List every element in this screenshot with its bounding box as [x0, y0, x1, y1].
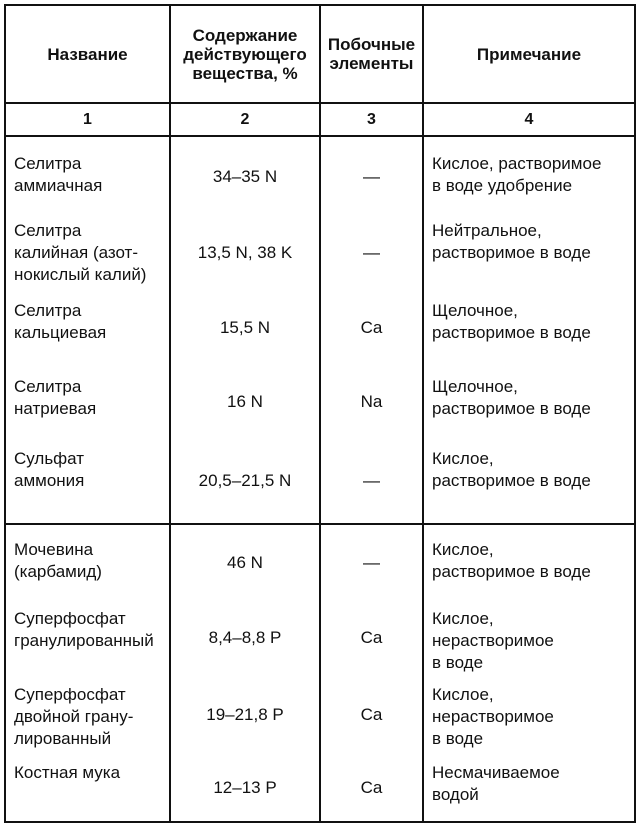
- cell-note-line: растворимое в воде: [432, 471, 591, 490]
- cell-value: [170, 290, 320, 366]
- cell-note-line: растворимое в воде: [432, 562, 591, 581]
- cell-side-element-line: Ca: [360, 777, 383, 797]
- cell-value-line: 46 N: [227, 552, 263, 572]
- cell-note-line: Нейтральное,: [432, 221, 542, 240]
- cell-side-element: [320, 676, 423, 754]
- table-body-nitrogen: [5, 136, 635, 524]
- header-content-line: действующего: [183, 44, 307, 64]
- cell-side-element-line: —: [363, 470, 380, 490]
- cell-name: [5, 438, 170, 524]
- header-row: [5, 5, 635, 103]
- cell-note: [423, 676, 635, 754]
- cell-note-line: Щелочное,: [432, 301, 518, 320]
- fertilizer-table: [4, 4, 636, 823]
- cell-note: [423, 366, 635, 438]
- cell-side-element: [320, 290, 423, 366]
- cell-name-line: Суперфосфат: [14, 685, 126, 704]
- cell-note-line: Несмачиваемое: [432, 763, 560, 782]
- cell-note: [423, 438, 635, 524]
- cell-name-line: Селитра: [14, 377, 82, 396]
- cell-name-line: аммония: [14, 471, 85, 490]
- cell-name: [5, 136, 170, 216]
- cell-name-line: лированный: [14, 729, 112, 748]
- table-row: [5, 290, 635, 366]
- cell-name-line: Суперфосфат: [14, 609, 126, 628]
- cell-name-line: аммиачная: [14, 176, 103, 195]
- header-name: Название: [5, 5, 170, 103]
- cell-name-line: Селитра: [14, 221, 82, 240]
- cell-name-line: Костная мука: [14, 763, 121, 782]
- cell-name-line: кальциевая: [14, 323, 107, 342]
- cell-value: [170, 438, 320, 524]
- cell-value: [170, 524, 320, 600]
- header-content: [170, 5, 320, 103]
- cell-side-element: [320, 524, 423, 600]
- cell-name-line: Селитра: [14, 301, 82, 320]
- header-note: Примечание: [423, 5, 635, 103]
- header-side-elements: [320, 5, 423, 103]
- cell-value-line: 12–13 P: [213, 777, 277, 797]
- cell-name-line: гранулированный: [14, 631, 154, 650]
- cell-side-element-line: Ca: [360, 628, 383, 647]
- cell-note-line: растворимое в воде: [432, 243, 591, 262]
- table-row: [5, 438, 635, 524]
- column-number: 4: [423, 103, 635, 136]
- cell-name: [5, 600, 170, 676]
- table-row: [5, 676, 635, 754]
- cell-name-line: Сульфат: [14, 449, 85, 468]
- cell-name-line: (карбамид): [14, 562, 102, 581]
- cell-value: [170, 136, 320, 216]
- cell-note-line: Кислое,: [432, 540, 494, 559]
- cell-side-element: [320, 216, 423, 290]
- cell-name: [5, 754, 170, 822]
- cell-note-line: растворимое в воде: [432, 323, 591, 342]
- cell-note-line: Кислое, растворимое: [432, 154, 602, 173]
- column-number: 1: [5, 103, 170, 136]
- cell-name: [5, 366, 170, 438]
- cell-side-element-line: Na: [360, 392, 383, 411]
- cell-value: [170, 216, 320, 290]
- cell-note: [423, 754, 635, 822]
- cell-name: [5, 524, 170, 600]
- cell-note-line: нерастворимое: [432, 631, 554, 650]
- cell-name-line: Мочевина: [14, 540, 94, 559]
- header-content-line: вещества, %: [192, 63, 298, 83]
- cell-name-line: двойной грану-: [14, 707, 134, 726]
- cell-value: [170, 600, 320, 676]
- cell-side-element: [320, 136, 423, 216]
- cell-side-element-line: —: [363, 552, 380, 572]
- table-body-other: [5, 524, 635, 822]
- cell-value: [170, 676, 320, 754]
- column-number-row: [5, 103, 635, 136]
- cell-side-element: [320, 366, 423, 438]
- column-number: 3: [320, 103, 423, 136]
- cell-note: [423, 136, 635, 216]
- cell-value-line: 19–21,8 P: [206, 705, 284, 724]
- cell-name: [5, 676, 170, 754]
- cell-side-element: [320, 438, 423, 524]
- header-content-line: Содержание: [192, 25, 298, 45]
- table-row: [5, 366, 635, 438]
- cell-note: [423, 524, 635, 600]
- cell-note-line: растворимое в воде: [432, 399, 591, 418]
- cell-value-line: 15,5 N: [219, 318, 271, 337]
- cell-value-line: 13,5 N, 38 K: [197, 243, 293, 262]
- table-row: [5, 754, 635, 822]
- cell-name-line: калийная (азот-: [14, 243, 139, 262]
- cell-name-line: натриевая: [14, 399, 97, 418]
- cell-note-line: нерастворимое: [432, 707, 554, 726]
- cell-note-line: в воде удобрение: [432, 176, 573, 195]
- cell-note-line: Кислое,: [432, 609, 494, 628]
- cell-note: [423, 216, 635, 290]
- cell-name: [5, 290, 170, 366]
- cell-side-element-line: Ca: [360, 318, 383, 337]
- table-row: [5, 524, 635, 600]
- table-row: [5, 216, 635, 290]
- cell-value-line: 16 N: [227, 392, 263, 411]
- cell-side-element: [320, 754, 423, 822]
- cell-name-line: нокислый калий): [14, 265, 147, 284]
- cell-value: [170, 754, 320, 822]
- cell-note-line: Кислое,: [432, 685, 494, 704]
- cell-note-line: Щелочное,: [432, 377, 518, 396]
- cell-note: [423, 290, 635, 366]
- table-row: [5, 136, 635, 216]
- cell-side-element: [320, 600, 423, 676]
- cell-value-line: 34–35 N: [212, 166, 278, 186]
- cell-side-element-line: —: [363, 243, 380, 262]
- cell-side-element-line: Ca: [360, 705, 383, 724]
- cell-note-line: в воде: [432, 653, 484, 672]
- cell-value-line: 8,4–8,8 P: [208, 628, 282, 647]
- cell-side-element-line: —: [363, 166, 380, 186]
- header-side-line: элементы: [329, 54, 414, 73]
- cell-value-line: 20,5–21,5 N: [198, 470, 292, 490]
- cell-name-line: Селитра: [14, 154, 82, 173]
- header-side-line: Побочные: [327, 35, 416, 54]
- cell-value: [170, 366, 320, 438]
- cell-note: [423, 600, 635, 676]
- column-number: 2: [170, 103, 320, 136]
- cell-note-line: в воде: [432, 729, 484, 748]
- cell-name: [5, 216, 170, 290]
- cell-note-line: Кислое,: [432, 449, 494, 468]
- table-row: [5, 600, 635, 676]
- cell-note-line: водой: [432, 785, 479, 804]
